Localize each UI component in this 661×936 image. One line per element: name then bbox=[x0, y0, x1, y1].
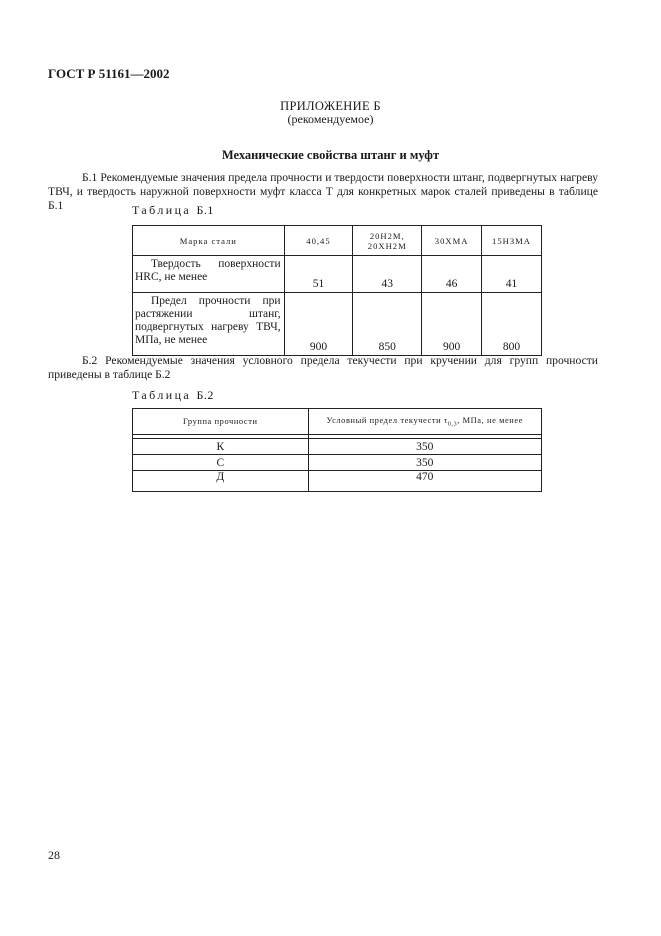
table1-cell: 800 bbox=[482, 293, 542, 356]
table2-col1-header: Группа прочности bbox=[133, 409, 309, 435]
table1-cell: 46 bbox=[422, 256, 482, 293]
table1-caption bbox=[132, 203, 214, 218]
table1-cell: 850 bbox=[353, 293, 422, 356]
table1-cell: 900 bbox=[284, 293, 353, 356]
table1-grade: 30ХМА bbox=[422, 226, 482, 256]
page-number: 28 bbox=[48, 848, 60, 862]
standard-header: ГОСТ Р 51161—2002 bbox=[48, 66, 170, 81]
table1-grade: 15НЗМА bbox=[482, 226, 542, 256]
table2-col2-header-post: , МПа, не менее bbox=[457, 415, 524, 425]
appendix-title: ПРИЛОЖЕНИЕ Б bbox=[280, 99, 381, 113]
paragraph-b2 bbox=[48, 354, 598, 382]
table2-group: С bbox=[133, 455, 309, 471]
section-title: Механические свойства штанг и муфт bbox=[221, 148, 440, 162]
table2-caption bbox=[132, 388, 214, 403]
table-row bbox=[133, 439, 542, 455]
paragraph-b2-text: Б.2 Рекомендуемые значения условного предела текучести при кручении для групп прочности приведены в таблице Б.2 bbox=[48, 354, 598, 381]
table1-cell: 43 bbox=[353, 256, 422, 293]
paragraph-b1-text: Б.1 Рекомендуемые значения предела прочности и твердости поверхности штанг, подвергнутых нагреву ТВЧ, и твердость наружной поверхности муфт класса Т для конкретных марок сталей приведены в таблице Б.1 bbox=[48, 171, 598, 212]
table2-col2-header bbox=[308, 409, 541, 435]
table2-group: Д bbox=[133, 471, 309, 492]
table2-col2-header-pre: Условный предел текучести τ bbox=[326, 415, 448, 425]
table-b1 bbox=[132, 225, 542, 356]
table1-row-label: Предел прочности при растяжении штанг, подвергнутых нагреву ТВЧ, МПа, не менее bbox=[133, 293, 285, 356]
table1-grade: 40,45 bbox=[284, 226, 353, 256]
table1-col-header: Марка стали bbox=[133, 226, 285, 256]
table1-cell: 41 bbox=[482, 256, 542, 293]
table-b2 bbox=[132, 408, 542, 492]
table1-cell: 900 bbox=[422, 293, 482, 356]
table-row bbox=[133, 293, 542, 356]
table2-caption-number: Б.2 bbox=[196, 388, 214, 402]
table-row bbox=[133, 455, 542, 471]
table2-value: 350 bbox=[308, 439, 541, 455]
table1-caption-number: Б.1 bbox=[196, 203, 214, 217]
table1-header-row bbox=[133, 226, 542, 256]
table1-caption-word: Таблица bbox=[132, 203, 192, 217]
table-row bbox=[133, 471, 542, 492]
table1-row-label: Твердость поверхности HRC, не менее bbox=[133, 256, 285, 293]
table2-col2-header-sub: 0,3 bbox=[447, 421, 458, 428]
table2-group: К bbox=[133, 439, 309, 455]
table2-header-row bbox=[133, 409, 542, 435]
table2-value: 350 bbox=[308, 455, 541, 471]
table2-caption-word: Таблица bbox=[132, 388, 192, 402]
table1-grade: 20Н2М, 20ХН2М bbox=[353, 226, 422, 256]
table2-value: 470 bbox=[308, 471, 541, 492]
appendix-subtitle: (рекомендуемое) bbox=[287, 112, 374, 126]
paragraph-b1 bbox=[48, 171, 598, 213]
table-row bbox=[133, 256, 542, 293]
table1-cell: 51 bbox=[284, 256, 353, 293]
